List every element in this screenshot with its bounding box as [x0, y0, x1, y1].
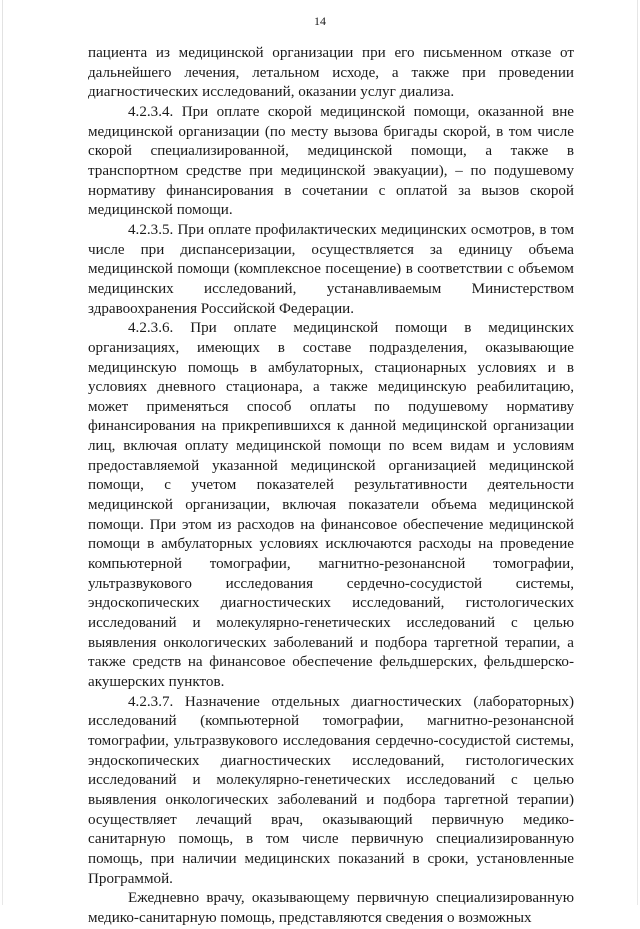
scan-edge-right — [637, 0, 638, 905]
document-body — [88, 44, 574, 929]
paragraph-4-2-3-4: 4.2.3.4. При оплате скорой медицинской помощи, оказанной вне медицинской организации (по месту вызова бригады скорой, в том числе скорой специализированной, медицинской помощи, а также в транспортном средстве при медицинской эвакуации), – по подушевому нормативу финансирования в сочетании с оплатой за вызов скорой медицинской помощи. — [88, 103, 574, 219]
page-number: 14 — [314, 14, 326, 28]
paragraph-4-2-3-6: 4.2.3.6. При оплате медицинской помощи в медицинских организациях, имеющих в составе подразделения, оказывающие медицинскую помощь в амбулаторных, стационарных условиях и в условиях дневного стационара, а также медицинскую реабилитацию, может применяться способ оплаты по подушевому нормативу финансирования на прикрепившихся к данной медицинской организации лиц, включая оплату медицинской помощи по всем видам и условиям предоставляемой указанной медицинской организацией медицинской помощи, с учетом показателей результативности деятельности медицинской организации, включая показатели объема медицинской помощи. При этом из расходов на финансовое обеспечение медицинской помощи в амбулаторных условиях исключаются расходы на проведение компьютерной томографии, магнитно-резонансной томографии, ультразвукового исследования сердечно-сосудистой системы, эндоскопических диагностических исследований, гистологических исследований и молекулярно-генетических исследований с целью выявления онкологических заболеваний и подбора таргетной терапии, а также средств на финансовое обеспечение фельдшерских, фельдшерско-акушерских пунктов. — [88, 320, 574, 690]
paragraph-4-2-3-7: 4.2.3.7. Назначение отдельных диагностических (лабораторных) исследований (компьютерной томографии, магнитно-резонансной томографии, ультразвукового исследования сердечно-сосудистой системы, эндоскопических диагностических исследований, гистологических исследований и молекулярно-генетических исследований с целью выявления онкологических заболеваний и подбора таргетной терапии) осуществляет лечащий врач, оказывающий первичную медико-санитарную помощь, в том числе первичную специализированную помощь, при наличии медицинских показаний в сроки, установленные Программой. — [88, 693, 574, 887]
scan-edge-left — [2, 0, 3, 905]
paragraph-4-2-3-5: 4.2.3.5. При оплате профилактических медицинских осмотров, в том числе при диспансеризации, осуществляется за единицу объема медицинской помощи (комплексное посещение) в соответствии с объемом медицинских исследований, устанавливаемым Министерством здравоохранения Российской Федерации. — [88, 221, 574, 317]
paragraph-continuation: пациента из медицинской организации при его письменном отказе от дальнейшего лечения, летальном исходе, а также при проведении диагностических исследований, оказании услуг диализа. — [88, 45, 574, 101]
paragraph-daily-info: Ежедневно врачу, оказывающему первичную специализированную медико-санитарную помощь, представляются сведения о возможных — [88, 890, 574, 926]
